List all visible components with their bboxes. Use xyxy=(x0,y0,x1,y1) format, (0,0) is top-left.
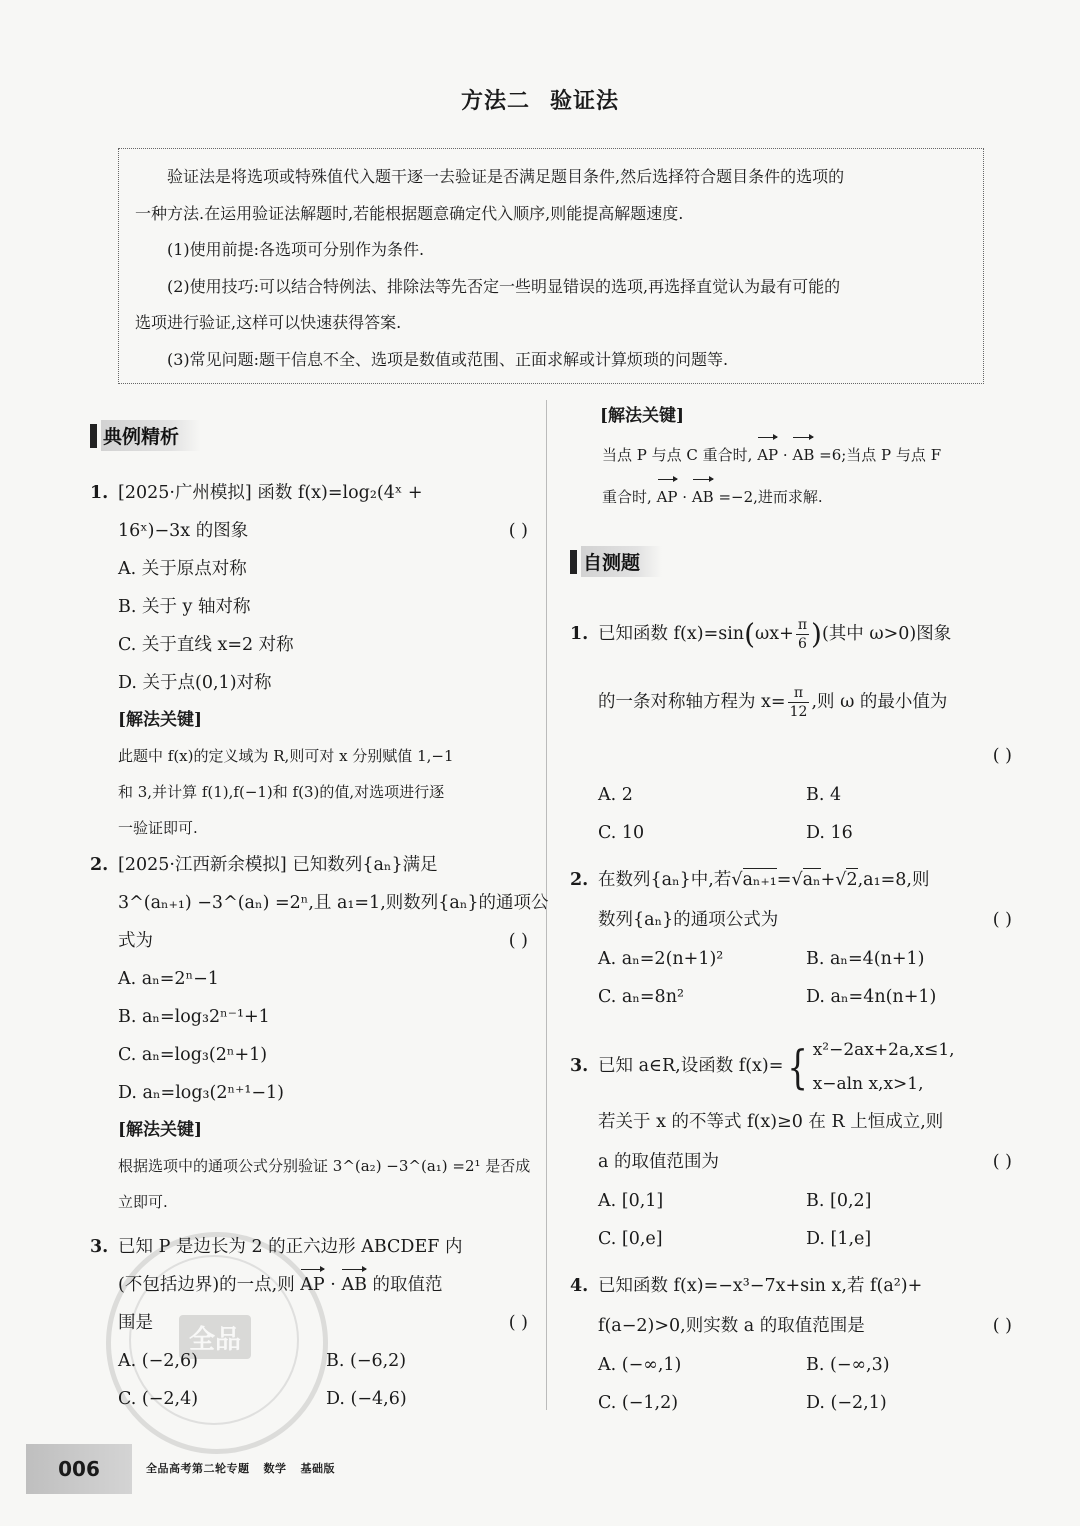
self-test-2: 2. 在数列{aₙ}中,若√aₙ₊₁=√aₙ+√2,a₁=8,则 数列{aₙ}的通项公式为 ( ) A. aₙ=2(n+1)² B. aₙ=4(n+1) C. aₙ=8n² D. aₙ=4n(n+1) xyxy=(570,860,1012,1016)
method-technique: 选项进行验证,这样可以快速获得答案. xyxy=(135,313,402,332)
answer-bracket: ( ) xyxy=(508,931,528,951)
option-b: B. aₙ=log₃2ⁿ⁻¹+1 xyxy=(118,1007,270,1027)
method-description-box xyxy=(118,148,984,384)
option-c: C. [0,e] xyxy=(598,1229,663,1249)
self-test-3: 3. 已知 a∈R,设函数 f(x)={ x²−2ax+2a,x≤1, x−aln x,x>1, 若关于 x 的不等式 f(x)≥0 在 R 上恒成立,则 a 的取值范围为 ( ) A. [0,1] B. [0,2] C. [0,e] D. [1,e] xyxy=(570,1030,1012,1258)
method-premise: (1)使用前提:各选项可分别作为条件. xyxy=(167,240,425,259)
option-d: D. (−4,6) xyxy=(326,1389,407,1409)
option-c: C. (−2,4) xyxy=(118,1389,199,1409)
heading-bar xyxy=(90,424,97,448)
fraction-pi-over-6: $\frac{\pi}{6}$ xyxy=(797,617,808,652)
section-heading-self-test: 自测题 xyxy=(570,546,662,577)
solution-key-line: 根据选项中的通项公式分别验证 3^(a₂) −3^(a₁) =2¹ 是否成 xyxy=(118,1157,531,1175)
example-1: 1. [2025·广州模拟] 函数 f(x)=log₂(4ˣ + 16ˣ)−3x 的图象 ( ) A. 关于原点对称 B. 关于 y 轴对称 C. 关于直线 x=2 对称 D. 关于点(0,1)对称 [解法关键] 此题中 f(x)的定义域为 R,则可对 x 分别赋值 1,−1 和 3,并计算 f(1),f(−1)和 f(3)的值,对选项进行逐 一验证即可. xyxy=(90,474,528,846)
answer-bracket: ( ) xyxy=(508,1313,528,1333)
answer-bracket: ( ) xyxy=(992,1152,1012,1172)
option-d: D. aₙ=4n(n+1) xyxy=(806,987,937,1007)
options-row xyxy=(570,1182,1012,1220)
vector-ap: AP xyxy=(657,476,678,518)
self-test-1: 1. 已知函数 f(x)=sin(ωx+ $\frac{\pi}{6}$ )(其中 ω>0)图象 的一条对称轴方程为 x= $\frac{\pi}{12}$ ,则 ω 的最小值为 ( ) A. 2 B. 4 C. 10 D. 16 xyxy=(570,600,1012,852)
option-a: A. (−2,6) xyxy=(118,1351,198,1371)
watermark-logo: 全品 xyxy=(179,1315,251,1359)
solution-key-heading: [解法关键] xyxy=(600,406,685,426)
vector-ap: AP xyxy=(757,434,778,476)
option-b: B. (−∞,3) xyxy=(806,1355,890,1375)
option-b: B. aₙ=4(n+1) xyxy=(806,949,925,969)
method-paragraph: 验证法是将选项或特殊值代入题干逐一去验证是否满足题目条件,然后选择符合题目条件的选项的 xyxy=(167,167,845,186)
option-a: A. aₙ=2(n+1)² xyxy=(598,949,724,969)
option-d: D. 16 xyxy=(806,823,853,843)
method-technique: (2)使用技巧:可以结合特例法、排除法等先否定一些明显错误的选项,再选择直觉认为最有可能的 xyxy=(167,276,841,296)
option-d: D. [1,e] xyxy=(806,1229,872,1249)
option-b: B. (−6,2) xyxy=(326,1351,407,1371)
piecewise-function: { x²−2ax+2a,x≤1, x−aln x,x>1, xyxy=(787,1039,955,1094)
solution-key-heading: [解法关键] xyxy=(118,1120,203,1140)
option-c: C. 关于直线 x=2 对称 xyxy=(118,635,294,655)
footer-book-info: 全品高考第二轮专题 数学 基础版 xyxy=(146,1462,335,1475)
vector-ab: AB xyxy=(692,476,714,518)
vector-ab: AB xyxy=(341,1266,367,1304)
options-row xyxy=(570,940,1012,978)
method-common-problems: (3)常见问题:题干信息不全、选项是数值或范围、正面求解或计算烦琐的问题等. xyxy=(167,349,729,369)
option-a: A. aₙ=2ⁿ−1 xyxy=(118,969,219,989)
solution-key-line: 和 3,并计算 f(1),f(−1)和 f(3)的值,对选项进行逐 xyxy=(118,783,445,801)
options-row xyxy=(90,1380,528,1418)
option-d: D. (−2,1) xyxy=(806,1393,887,1413)
example-3-solution-key: [解法关键] 当点 P 与点 C 重合时, AP · AB =6;当点 P 与点 F 重合时, AP · AB =−2,进而求解. xyxy=(572,398,1022,518)
option-b: B. 4 xyxy=(806,785,842,805)
options-row xyxy=(90,1342,528,1380)
option-c: C. aₙ=8n² xyxy=(598,987,684,1007)
solution-key-line: 此题中 f(x)的定义域为 R,则可对 x 分别赋值 1,−1 xyxy=(118,747,454,765)
option-a: A. (−∞,1) xyxy=(598,1355,682,1375)
option-b: B. [0,2] xyxy=(806,1191,872,1211)
solution-key-line: 一验证即可. xyxy=(118,819,198,837)
option-a: A. 关于原点对称 xyxy=(118,559,247,579)
heading-bar xyxy=(570,550,577,574)
solution-key-line: 立即可. xyxy=(118,1193,168,1211)
answer-bracket: ( ) xyxy=(508,521,528,541)
options-row xyxy=(570,1346,1012,1384)
option-a: A. 2 xyxy=(598,785,633,805)
answer-bracket: ( ) xyxy=(992,910,1012,930)
page-title: 方法二 验证法 xyxy=(460,89,620,114)
vector-ab: AB xyxy=(792,434,814,476)
option-d: D. aₙ=log₃(2ⁿ⁺¹−1) xyxy=(118,1083,284,1103)
example-3: 3. 已知 P 是边长为 2 的正六边形 ABCDEF 内 (不包括边界)的一点,则 AP · AB 的取值范 围是 ( ) A. (−2,6) B. (−6,2) C. (−2,4) D. (−4,6) xyxy=(90,1228,528,1418)
options-row xyxy=(570,978,1012,1016)
options-row xyxy=(570,776,1012,814)
self-test-4: 4. 已知函数 f(x)=−x³−7x+sin x,若 f(a²)+ f(a−2)>0,则实数 a 的取值范围是 ( ) A. (−∞,1) B. (−∞,3) C. (−1,2) D. (−2,1) xyxy=(570,1266,1012,1422)
option-b: B. 关于 y 轴对称 xyxy=(118,597,251,617)
option-c: C. 10 xyxy=(598,823,645,843)
method-paragraph: 一种方法.在运用验证法解题时,若能根据题意确定代入顺序,则能提高解题速度. xyxy=(135,203,684,223)
example-2: 2. [2025·江西新余模拟] 已知数列{aₙ}满足 3^(aₙ₊₁) −3^(aₙ) =2ⁿ,且 a₁=1,则数列{aₙ}的通项公 式为 ( ) A. aₙ=2ⁿ−1 B. aₙ=log₃2ⁿ⁻¹+1 C. aₙ=log₃(2ⁿ+1) D. aₙ=log₃(2ⁿ⁺¹−1) [解法关键] 根据选项中的通项公式分别验证 3^(a₂) −3^(a₁) =2¹ 是否成 立即可. xyxy=(90,846,528,1220)
options-row xyxy=(570,1220,1012,1258)
option-d: D. 关于点(0,1)对称 xyxy=(118,673,272,693)
section-heading-examples: 典例精析 xyxy=(90,420,201,451)
answer-bracket: ( ) xyxy=(992,1316,1012,1336)
vector-ap: AP xyxy=(300,1266,324,1304)
answer-bracket: ( ) xyxy=(992,746,1012,766)
options-row xyxy=(570,814,1012,852)
solution-key-heading: [解法关键] xyxy=(118,710,203,730)
option-a: A. [0,1] xyxy=(598,1191,664,1211)
options-row xyxy=(570,1384,1012,1422)
fraction-pi-over-12: $\frac{\pi}{12}$ xyxy=(789,685,808,720)
page-number: 006 xyxy=(26,1444,132,1494)
option-c: C. (−1,2) xyxy=(598,1393,679,1413)
option-c: C. aₙ=log₃(2ⁿ+1) xyxy=(118,1045,268,1065)
